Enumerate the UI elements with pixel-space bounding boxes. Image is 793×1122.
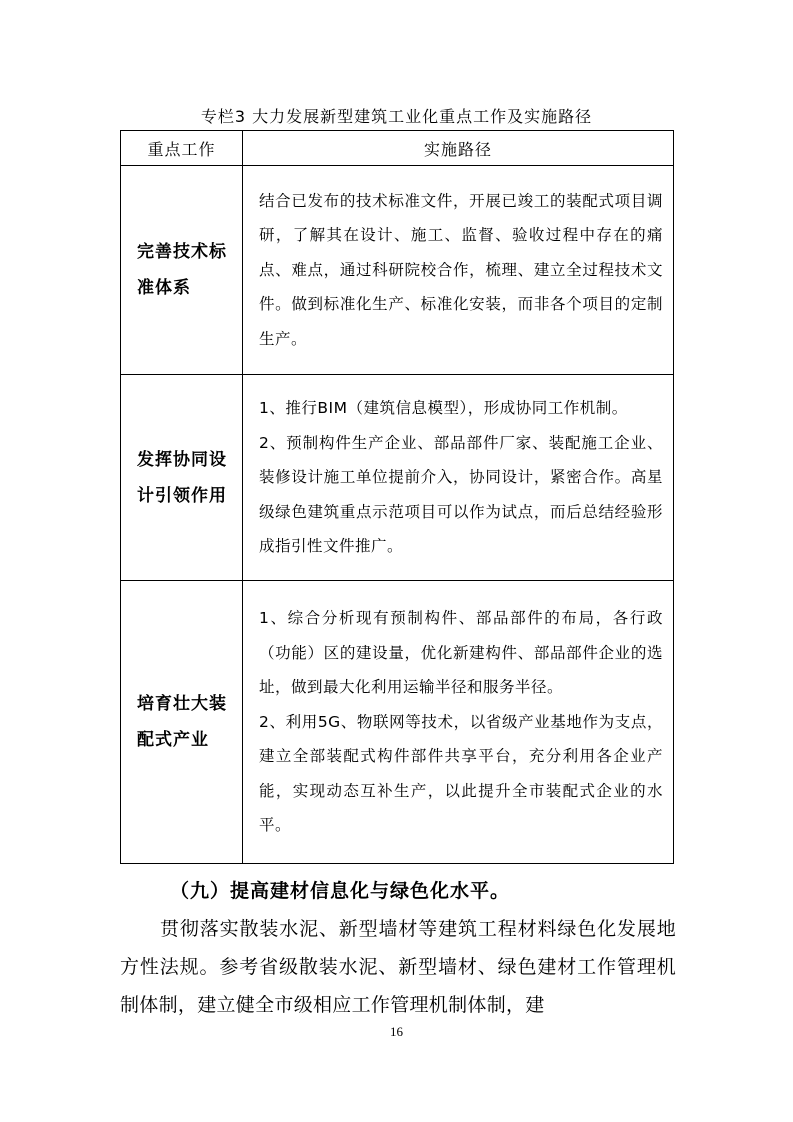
task-name: 完善技术标准体系 xyxy=(121,166,243,375)
path-text: 2、利用5G、物联网等技术，以省级产业基地作为支点，建立全部装配式构件部件共享平台，充分利用各企业产能，实现动态互补生产，以此提升全市装配式企业的水平。 xyxy=(259,712,663,835)
path-text: 2、预制构件生产企业、部品部件厂家、装配施工企业、装修设计施工单位提前介入，协同设计，紧密合作。高星级绿色建筑重点示范项目可以作为试点，而后总结经验形成指引性文件推广。 xyxy=(259,433,663,556)
table-row xyxy=(121,581,674,864)
key-tasks-table xyxy=(120,130,674,864)
path-text: 结合已发布的技术标准文件，开展已竣工的装配式项目调研，了解其在设计、施工、监督、验收过程中存在的痛点、难点，通过科研院校合作，梳理、建立全过程技术文件。做到标准化生产、标准化安装，而非各个项目的定制生产。 xyxy=(259,191,663,348)
page-number: 16 xyxy=(390,1024,403,1039)
path-text: 1、综合分析现有预制构件、部品部件的布局，各行政（功能）区的建设量，优化新建构件、部品部件企业的选址，做到最大化利用运输半径和服务半径。 xyxy=(259,609,663,697)
path-cell xyxy=(243,375,674,581)
table-row xyxy=(121,166,674,375)
table-row xyxy=(121,375,674,581)
task-name: 培育壮大装配式产业 xyxy=(121,581,243,864)
header-key-task: 重点工作 xyxy=(121,131,243,166)
table-caption: 专栏3 大力发展新型建筑工业化重点工作及实施路径 xyxy=(200,107,593,126)
path-text: 1、推行BIM（建筑信息模型），形成协同工作机制。 xyxy=(259,399,628,418)
header-implementation-path: 实施路径 xyxy=(243,131,674,166)
body-paragraph: 贯彻落实散装水泥、新型墙材等建筑工程材料绿色化发展地方性法规。参考省级散装水泥、新型墙材、绿色建材工作管理机制体制，建立健全市级相应工作管理机制体制，建 xyxy=(120,918,676,1016)
table-header-row xyxy=(121,131,674,166)
path-cell xyxy=(243,581,674,864)
task-name: 发挥协同设计引领作用 xyxy=(121,375,243,581)
section-heading: （九）提高建材信息化与绿色化水平。 xyxy=(170,880,511,902)
path-cell xyxy=(243,166,674,375)
